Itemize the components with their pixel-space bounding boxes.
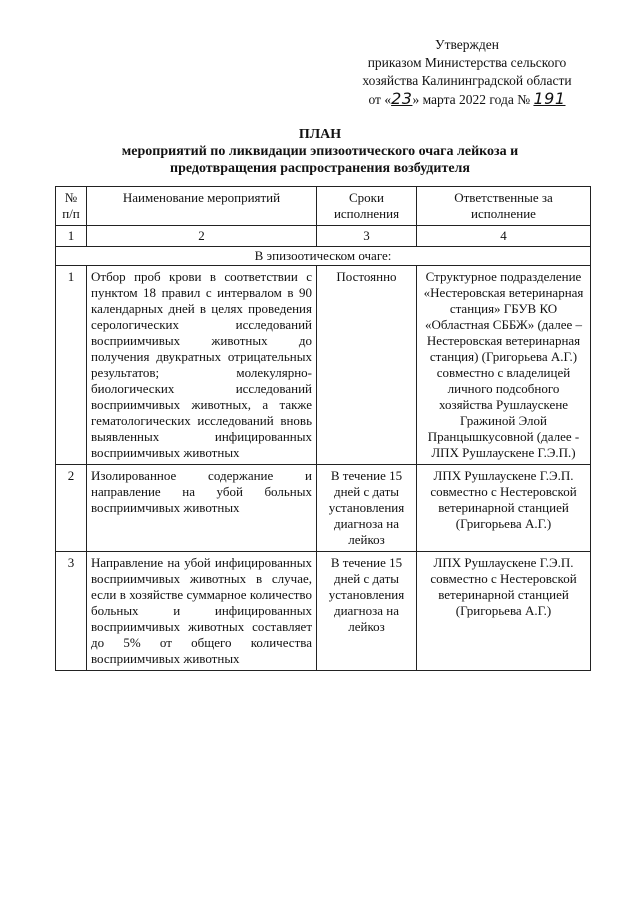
table-row [56, 465, 591, 552]
row-name: Отбор проб крови в соответствии с пунктом 18 правил с интервалом в 90 календарных дней в целях проведения серологических исследований восприимчивых животных до получения двукратных отрицательных результатов; молекулярно-биологических исследований восприимчивых животных, а также гематологических исследований вновь выявленных инфицированных восприимчивых животных [87, 266, 317, 465]
column-number: 4 [417, 226, 591, 247]
handwritten-day: 23 [391, 89, 413, 108]
plan-subtitle-line-2: предотвращения распространения возбудителя [170, 161, 470, 176]
approval-date-line [342, 90, 592, 109]
plan-subtitle-line-1: мероприятий по ликвидации эпизоотического очага лейкоза и [121, 144, 519, 159]
row-term: Постоянно [317, 266, 417, 465]
approval-line-2: приказом Министерства сельского [367, 55, 567, 70]
column-number: 1 [56, 226, 87, 247]
approval-line-1: Утвержден [435, 37, 499, 52]
approval-line-3: хозяйства Калининградской области [362, 73, 572, 88]
row-responsible: ЛПХ Рушлаускене Г.Э.П. совместно с Нестеровской ветеринарной станцией (Григорьева А.Г.) [417, 465, 591, 552]
row-responsible: Структурное подразделение «Нестеровская ветеринарная станция» ГБУВ КО «Областная СББЖ» (далее – Нестеровская ветеринарная станция) (Григорьева А.Г.) совместно с владелицей личного подсобного хозяйства Рушлаускене Гражиной Элой Пранцышкусовной (далее - ЛПХ Рушлаускене Г.Э.П.) [417, 266, 591, 465]
header-responsible: Ответственные за исполнение [417, 187, 591, 226]
header-term: Сроки исполнения [317, 187, 417, 226]
column-numbers-row [56, 226, 591, 247]
header-name: Наименование мероприятий [87, 187, 317, 226]
row-num: 3 [56, 552, 87, 671]
row-term: В течение 15 дней с даты установления диагноза на лейкоз [317, 552, 417, 671]
approval-block [342, 36, 592, 109]
column-number: 3 [317, 226, 417, 247]
section-row [56, 247, 591, 266]
handwritten-number: 191 [533, 89, 566, 108]
row-num: 2 [56, 465, 87, 552]
row-num: 1 [56, 266, 87, 465]
table-row [56, 552, 591, 671]
section-title: В эпизоотическом очаге: [56, 247, 591, 266]
row-name: Изолированное содержание и направление на убой больных восприимчивых животных [87, 465, 317, 552]
date-prefix: от « [368, 92, 392, 107]
row-responsible: ЛПХ Рушлаускене Г.Э.П. совместно с Нестеровской ветеринарной станцией (Григорьева А.Г.) [417, 552, 591, 671]
plan-title: ПЛАН [298, 127, 342, 142]
row-name: Направление на убой инфицированных восприимчивых животных в случае, если в хозяйстве суммарное количество больных и инфицированных восприимчивых животных составляет до 5% от общего количества восприимчивых животных [87, 552, 317, 671]
table-row [56, 266, 591, 465]
measures-table [55, 186, 591, 671]
row-term: В течение 15 дней с даты установления диагноза на лейкоз [317, 465, 417, 552]
table-header-row [56, 187, 591, 226]
plan-subtitle [60, 143, 580, 177]
date-middle: » марта 2022 года № [412, 92, 531, 107]
header-num: № п/п [56, 187, 87, 226]
column-number: 2 [87, 226, 317, 247]
